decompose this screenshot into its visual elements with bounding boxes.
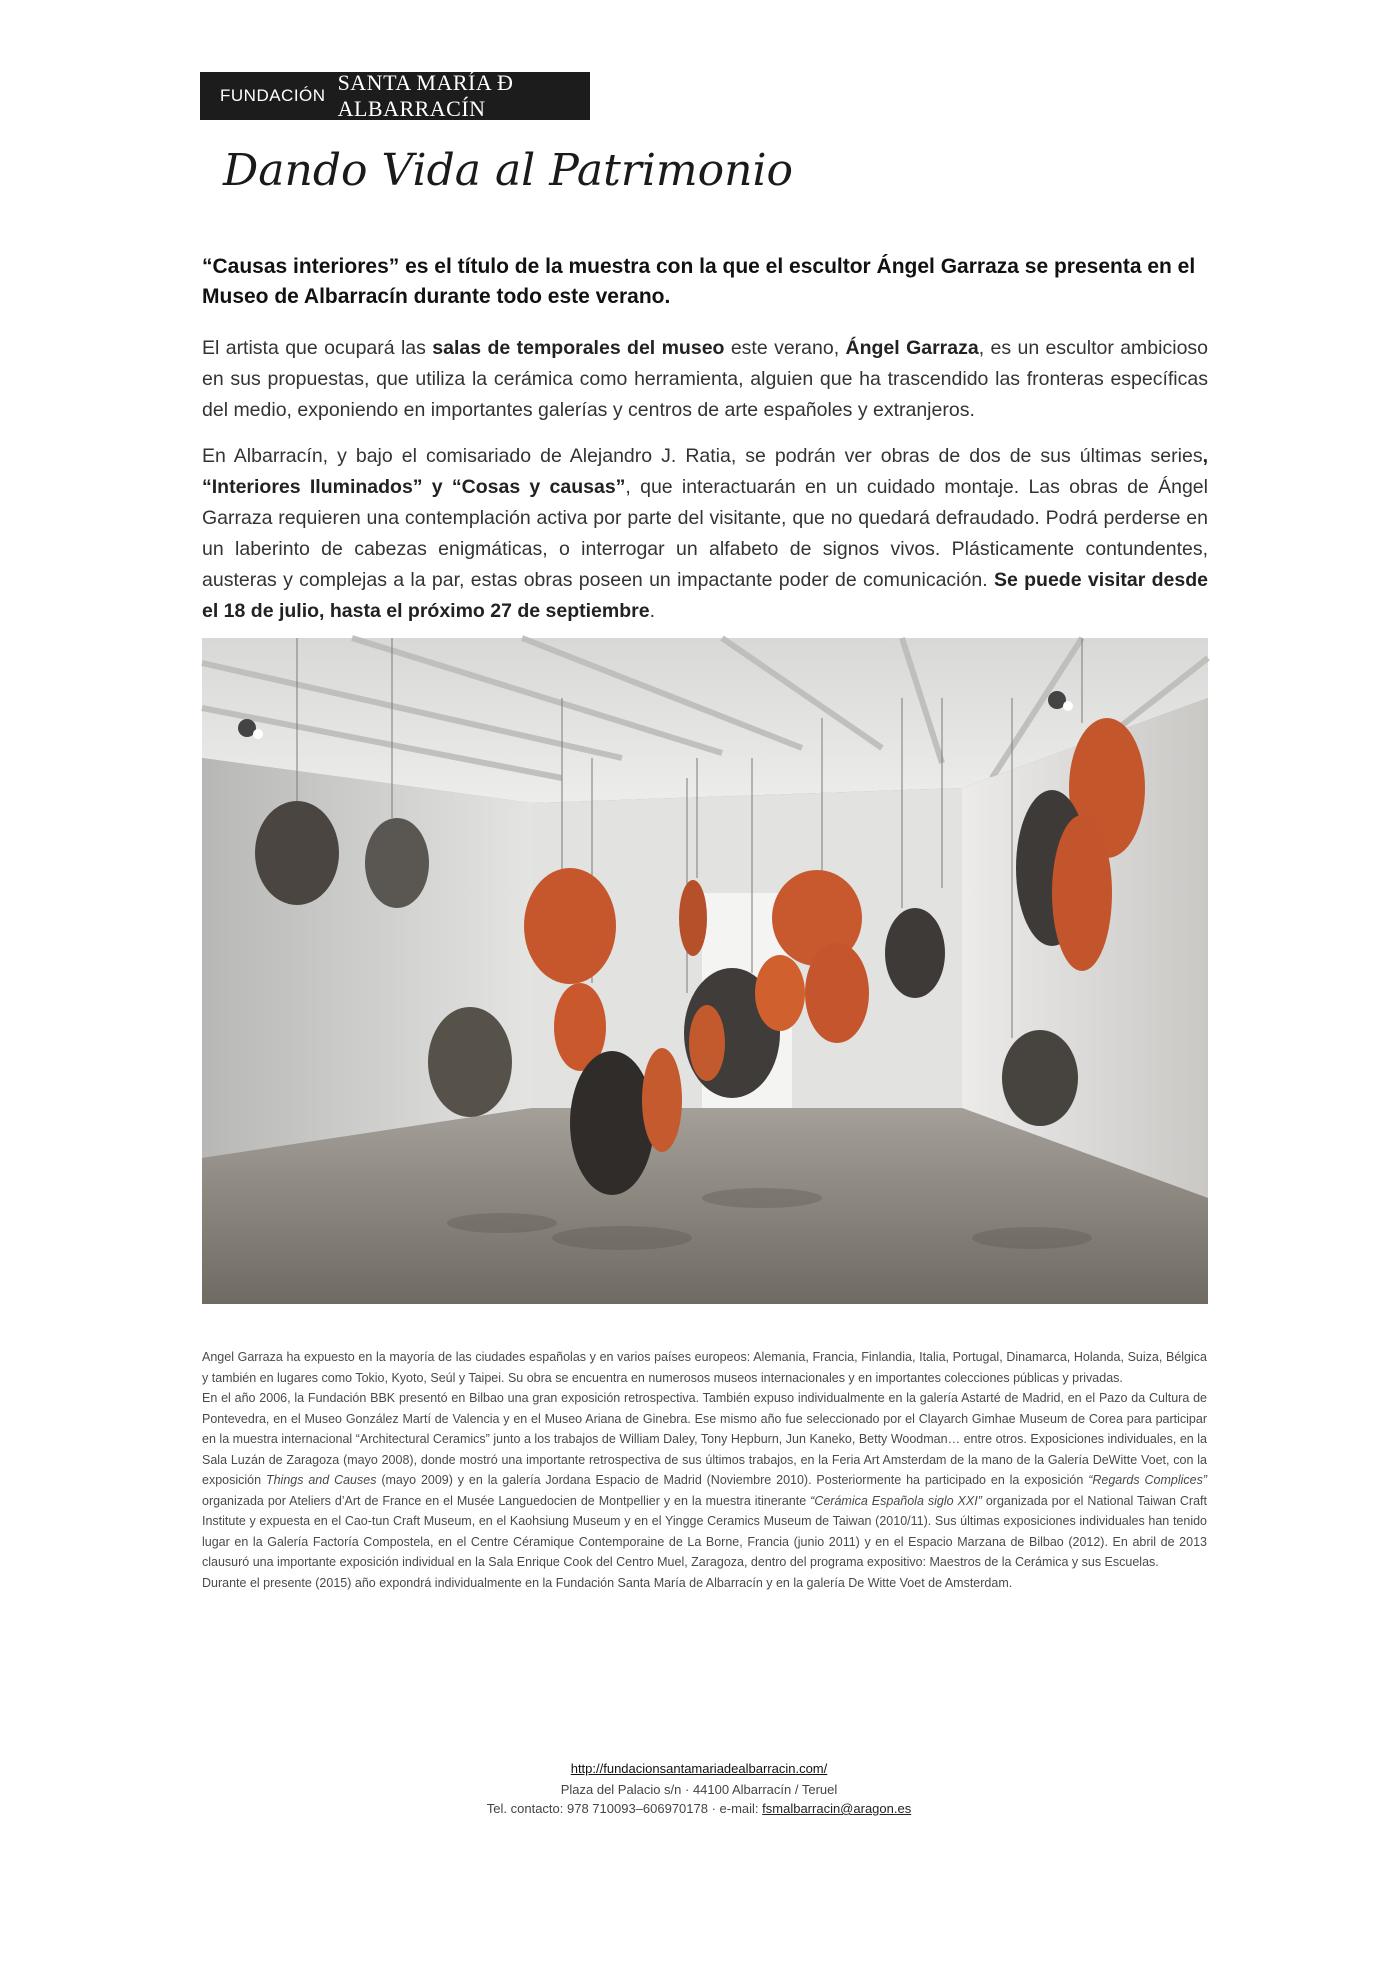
tagline-text: Dando Vida al Patrimonio (223, 145, 794, 196)
logo-text-main: SANTA MARÍA Ð ALBARRACÍN (337, 70, 514, 121)
tagline-handwritten (208, 125, 794, 205)
logo-text-small: FUNDACIÓN (220, 86, 326, 105)
contact-line: Tel. contacto: 978 710093–606970178 · e-mail: fsmalbarracin@aragon.es (486, 1801, 912, 1816)
address: Plaza del Palacio s/n · 44100 Albarracín / Teruel (560, 1782, 838, 1797)
website-link[interactable]: http://fundacionsantamariadealbarracin.com/ (570, 1761, 828, 1776)
artist-biography (202, 1347, 1207, 1593)
bio-paragraph: Angel Garraza ha expuesto en la mayoría de las ciudades españolas y en varios países europeos: Alemania, Francia, Finlandia, Italia, Portugal, Dinamarca, Holanda, Suiza, Bélgica y también en lugares como Tokio, Kyoto, Seúl y Taipei. Su obra se encuentra en numerosos museos internacionales y en importantes colecciones públicas y privadas. (202, 1350, 1207, 1385)
bio-paragraph: Durante el presente (2015) año expondrá individualmente en la Fundación Santa María de Albarracín y en la galería De Witte Voet de Amsterdam. (202, 1575, 1013, 1590)
bio-paragraph: En el año 2006, la Fundación BBK presentó en Bilbao una gran exposición retrospectiva. También expuso individualmente en la galería Astarté de Madrid, en el Pazo da Cultura de Pontevedra, en el Museo González Martí de Valencia y en el Museo Ariana de Ginebra. Ese mismo año fue seleccionado por el Clayarch Gimhae Museum de Corea para participar en la muestra internacional “Architectural Ceramics” junto a los trabajos de William Daley, Tony Hepburn, Jun Kaneko, Betty Woodman… entre otros. Exposiciones individuales, en la Sala Luzán de Zaragoza (mayo 2008), donde mostró una importante retrospectiva de sus últimos trabajos, en la Feria Art Amsterdam de la mano de la Galería DeWitte Voet, con la exposición Things and Causes (mayo 2009) y en la galería Jordana Espacio de Madrid (Noviembre 2010). Posteriormente ha participado en la exposición “Regards Complices” organizada por Ateliers d’Art de France en el Musée Languedocien de Montpellier y en la muestra itinerante “Cerámica Española siglo XXI” organizada por el National Taiwan Craft Institute y expuesta en el Cao-tun Craft Museum, en el Kaohsiung Museum y en el Yingge Ceramics Museum de Taiwan (2010/11). Sus últimas exposiciones individuales han tenido lugar en la Galería Factoría Compostela, en el Centre Céramique Contemporaine de La Borne, Francia (junio 2011) y en el Espacio Marzana de Bilbao (2012). En abril de 2013 clausuró una importante exposición individual en la Sala Enrique Cook del Centro Muel, Zaragoza, dentro del programa expositivo: Maestros de la Cerámica y sus Escuelas. (202, 1391, 1207, 1569)
intro-paragraph: El artista que ocupará las salas de temporales del museo este verano, Ángel Garraza, es un escultor ambicioso en sus propuestas, que utiliza la cerámica como herramienta, alguien que ha trascendido las fronteras específicas del medio, exponiendo en importantes galerías y centros de arte españoles y extranjeros. (202, 337, 1209, 421)
exhibition-photo (202, 638, 1208, 1304)
exhibition-paragraph: En Albarracín, y bajo el comisariado de Alejandro J. Ratia, se podrán ver obras de dos de sus últimas series, “Interiores Iluminados” y “Cosas y causas”, que interactuarán en un cuidado montaje. Las obras de Ángel Garraza requieren una contemplación activa por parte del visitante, que no quedará defraudado. Podrá perderse en un laberinto de cabezas enigmáticas, o interrogar un alfabeto de signos vivos. Plásticamente contundentes, austeras y complejas a la par, estas obras poseen un impactante poder de comunicación. Se puede visitar desde el 18 de julio, hasta el próximo 27 de septiembre. (202, 445, 1208, 622)
foundation-logo (200, 72, 590, 120)
email-link[interactable]: fsmalbarracin@aragon.es (762, 1801, 912, 1816)
headline: “Causas interiores” es el título de la muestra con la que el escultor Ángel Garraza se presenta en el Museo de Albarracín durante todo este verano. (202, 255, 1196, 308)
